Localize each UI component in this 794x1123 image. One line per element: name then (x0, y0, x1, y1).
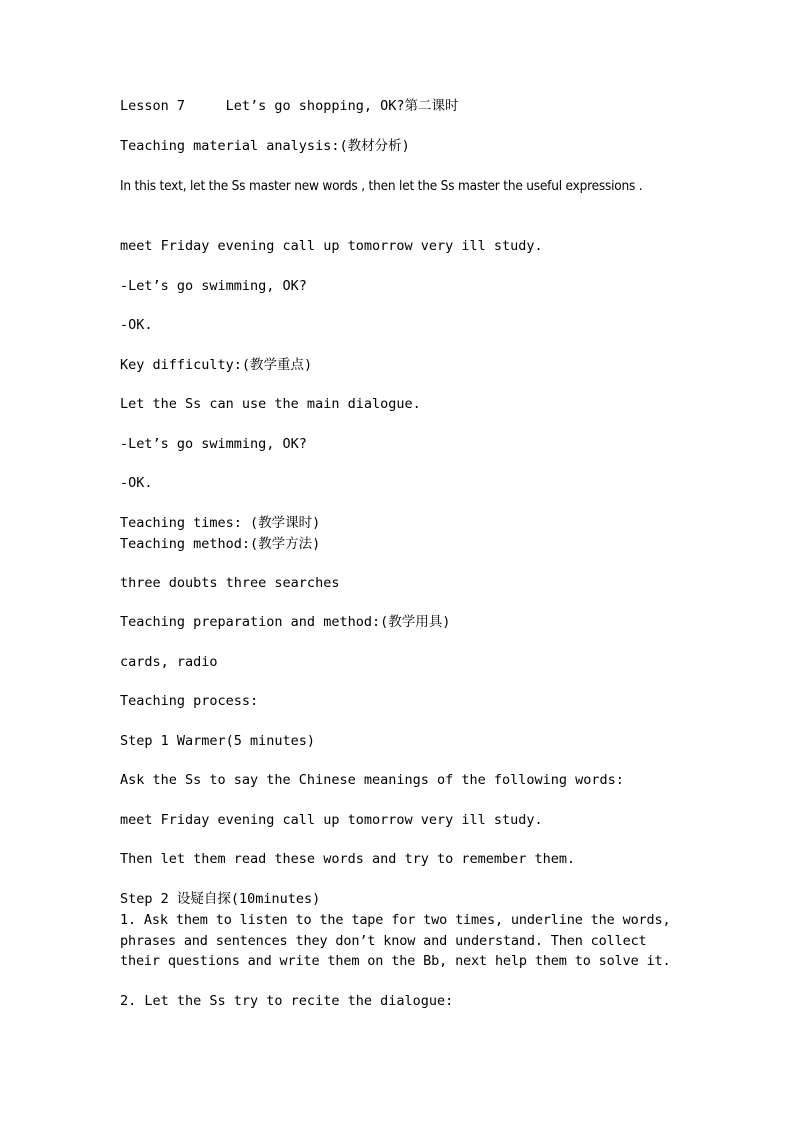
material-heading: Teaching material analysis:(教材分析) (120, 138, 410, 154)
teaching-preparation: Teaching preparation and method:(教学用具) (120, 614, 451, 630)
words-list-2: meet Friday evening call up tomorrow very ill study. (120, 812, 543, 828)
teaching-method: Teaching method:(教学方法) (120, 536, 321, 552)
step-1-heading: Step 1 Warmer(5 minutes) (120, 733, 316, 749)
step-2-item-2: 2. Let the Ss try to recite the dialogue: (120, 993, 454, 1009)
words-list-1: meet Friday evening call up tomorrow very ill study. (120, 238, 543, 254)
key-difficulty-text: Let the Ss can use the main dialogue. (120, 396, 421, 412)
dialogue-question-1: -Let’s go swimming, OK? (120, 278, 307, 294)
dialogue-question-2: -Let’s go swimming, OK? (120, 436, 307, 452)
step-2-heading: Step 2 设疑自探(10minutes) (120, 891, 321, 907)
preparation-text: cards, radio (120, 654, 218, 670)
method-text: three doubts three searches (120, 575, 340, 591)
dialogue-answer-2: -OK. (120, 475, 153, 491)
dialogue-answer-1: -OK. (120, 317, 153, 333)
material-text: In this text, let the Ss master new words , then let the Ss master the useful expressions . (120, 178, 643, 194)
step-1-text: Ask the Ss to say the Chinese meanings of the following words: (120, 772, 624, 788)
lesson-title: Lesson 7 Let’s go shopping, OK?第二课时 (120, 98, 459, 114)
key-difficulty-heading: Key difficulty:(教学重点) (120, 357, 313, 373)
teaching-times: Teaching times: (教学课时) (120, 515, 321, 531)
teaching-process: Teaching process: (120, 693, 259, 709)
step-1-text-2: Then let them read these words and try to remember them. (120, 851, 576, 867)
step-2-item-1: 1. Ask them to listen to the tape for two times, underline the words, phrases and sentences they don’t know and understand. Then collect their questions and write them on the Bb, next help them to solve it. (120, 912, 671, 969)
